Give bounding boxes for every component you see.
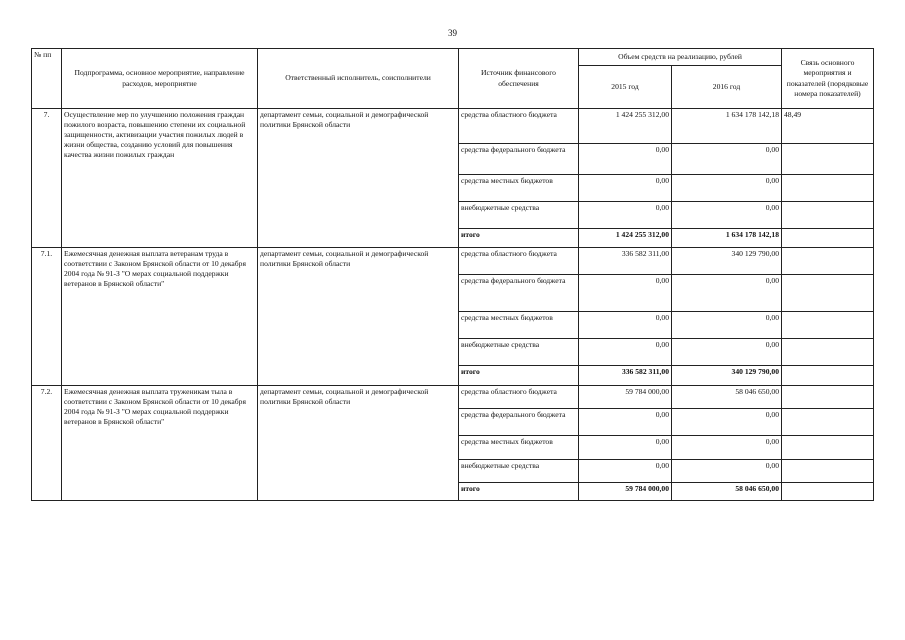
executor-cell: департамент семьи, социальной и демографической политики Брянской области: [258, 386, 459, 501]
header-volume: Объем средств на реализацию, рублей: [579, 49, 782, 66]
value-2015: 0,00: [579, 202, 672, 229]
value-2015: 0,00: [579, 312, 672, 339]
executor-cell: департамент семьи, социальной и демографической политики Брянской области: [258, 109, 459, 248]
source-cell: итого: [459, 366, 579, 386]
row-number: 7.1.: [32, 248, 62, 386]
value-2015: 1 424 255 312,00: [579, 229, 672, 248]
row-number: 7.: [32, 109, 62, 248]
header-year-2015: 2015 год: [579, 66, 672, 109]
value-2016: 58 046 650,00: [672, 386, 782, 409]
source-cell: внебюджетные средства: [459, 460, 579, 483]
header-link: Связь основного мероприятия и показателей (порядковые номера показателей): [782, 49, 874, 109]
source-cell: итого: [459, 483, 579, 501]
indicator-link: [782, 386, 874, 409]
indicator-link: [782, 460, 874, 483]
value-2016: 0,00: [672, 460, 782, 483]
value-2016: 0,00: [672, 339, 782, 366]
value-2015: 0,00: [579, 175, 672, 202]
value-2015: 0,00: [579, 339, 672, 366]
header-row-top: [32, 49, 874, 66]
source-cell: средства местных бюджетов: [459, 175, 579, 202]
source-cell: средства федерального бюджета: [459, 144, 579, 175]
value-2015: 0,00: [579, 275, 672, 312]
value-2015: 1 424 255 312,00: [579, 109, 672, 144]
source-cell: внебюджетные средства: [459, 339, 579, 366]
source-cell: средства областного бюджета: [459, 109, 579, 144]
value-2016: 1 634 178 142,18: [672, 229, 782, 248]
indicator-link: [782, 312, 874, 339]
source-cell: средства областного бюджета: [459, 248, 579, 275]
source-cell: средства местных бюджетов: [459, 312, 579, 339]
indicator-link: [782, 144, 874, 175]
value-2015: 336 582 311,00: [579, 248, 672, 275]
value-2016: 1 634 178 142,18: [672, 109, 782, 144]
value-2015: 0,00: [579, 460, 672, 483]
value-2016: 340 129 790,00: [672, 366, 782, 386]
row-number: 7.2.: [32, 386, 62, 501]
source-cell: средства местных бюджетов: [459, 436, 579, 460]
indicator-link: [782, 248, 874, 275]
value-2015: 0,00: [579, 436, 672, 460]
indicator-link: [782, 175, 874, 202]
value-2016: 58 046 650,00: [672, 483, 782, 501]
value-2016: 0,00: [672, 409, 782, 436]
value-2015: 336 582 311,00: [579, 366, 672, 386]
indicator-link: [782, 366, 874, 386]
measure-description: Осуществление мер по улучшению положения граждан пожилого возраста, повышению степени их социальной защищенности, активизации участия пожилых людей в жизни общества, созданию условий для повышения качества жизни пожилых граждан: [62, 109, 258, 248]
value-2016: 340 129 790,00: [672, 248, 782, 275]
value-2015: 59 784 000,00: [579, 483, 672, 501]
measure-description: Ежемесячная денежная выплата ветеранам труда в соответствии с Законом Брянской области от 10 декабря 2004 года № 91-З "О мерах социальной поддержки ветеранов в Брянской области": [62, 248, 258, 386]
table-row: [32, 109, 874, 144]
header-num: № пп: [32, 49, 62, 109]
source-cell: итого: [459, 229, 579, 248]
table-row: [32, 386, 874, 409]
value-2016: 0,00: [672, 312, 782, 339]
indicator-link: [782, 275, 874, 312]
header-executor: Ответственный исполнитель, соисполнители: [258, 49, 459, 109]
value-2016: 0,00: [672, 275, 782, 312]
indicator-link: [782, 409, 874, 436]
indicator-link: [782, 229, 874, 248]
indicator-link: [782, 202, 874, 229]
indicator-link: [782, 339, 874, 366]
value-2016: 0,00: [672, 202, 782, 229]
value-2015: 59 784 000,00: [579, 386, 672, 409]
value-2015: 0,00: [579, 144, 672, 175]
executor-cell: департамент семьи, социальной и демографической политики Брянской области: [258, 248, 459, 386]
indicator-link: [782, 436, 874, 460]
table-body: [32, 109, 874, 501]
page-number: 39: [448, 28, 457, 38]
source-cell: средства федерального бюджета: [459, 275, 579, 312]
table-row: [32, 248, 874, 275]
header-program: Подпрограмма, основное мероприятие, направление расходов, мероприятие: [62, 49, 258, 109]
indicator-link: 48,49: [782, 109, 874, 144]
header-year-2016: 2016 год: [672, 66, 782, 109]
source-cell: внебюджетные средства: [459, 202, 579, 229]
source-cell: средства федерального бюджета: [459, 409, 579, 436]
header-sources: Источник финансового обеспечения: [459, 49, 579, 109]
financing-table: [31, 48, 874, 501]
source-cell: средства областного бюджета: [459, 386, 579, 409]
value-2015: 0,00: [579, 409, 672, 436]
measure-description: Ежемесячная денежная выплата труженикам тыла в соответствии с Законом Брянской области от 10 декабря 2004 года № 91-З "О мерах социальной поддержки ветеранов в Брянской области": [62, 386, 258, 501]
indicator-link: [782, 483, 874, 501]
value-2016: 0,00: [672, 175, 782, 202]
value-2016: 0,00: [672, 144, 782, 175]
value-2016: 0,00: [672, 436, 782, 460]
